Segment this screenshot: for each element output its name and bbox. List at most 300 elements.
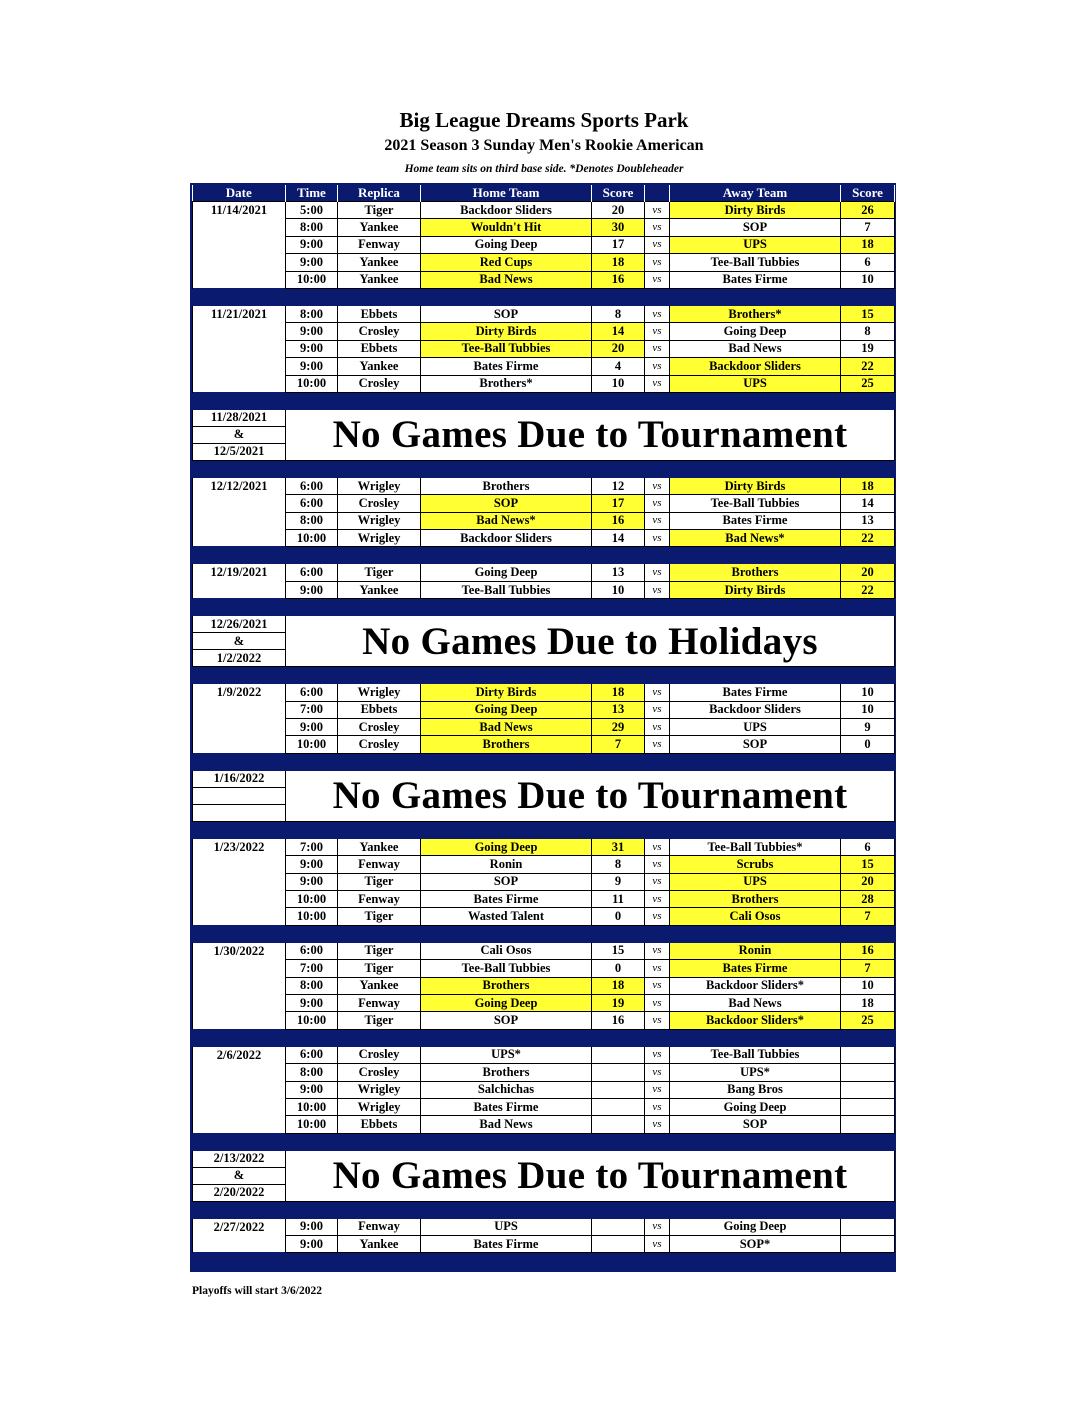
game-field: Ebbets — [338, 340, 421, 357]
home-score: 4 — [592, 358, 645, 375]
separator-cell — [338, 821, 421, 838]
game-row — [193, 736, 895, 753]
separator-cell — [670, 392, 841, 409]
separator-cell — [421, 392, 592, 409]
home-team: Going Deep — [421, 994, 592, 1011]
away-team: Bates Firme — [670, 960, 841, 977]
game-time: 8:00 — [286, 305, 338, 322]
vs-label: vs — [645, 719, 670, 736]
away-team: Dirty Birds — [670, 477, 841, 494]
separator-cell — [286, 460, 338, 477]
no-games-message: No Games Due to Holidays — [286, 616, 895, 667]
separator-row — [193, 753, 895, 770]
home-team: Dirty Birds — [421, 684, 592, 701]
game-time: 8:00 — [286, 977, 338, 994]
game-row — [193, 236, 895, 253]
separator-cell — [670, 925, 841, 942]
separator-cell — [193, 392, 286, 409]
home-team: Going Deep — [421, 701, 592, 718]
no-games-date: & — [193, 1167, 286, 1184]
date-cell-empty — [193, 1064, 286, 1081]
game-field: Ebbets — [338, 1116, 421, 1133]
header-replica: Replica — [338, 185, 421, 202]
vs-label: vs — [645, 701, 670, 718]
away-team: Going Deep — [670, 323, 841, 340]
game-time: 6:00 — [286, 564, 338, 581]
date-cell-empty — [193, 908, 286, 925]
separator-cell — [841, 1029, 895, 1046]
game-time: 5:00 — [286, 202, 338, 219]
away-score: 0 — [841, 736, 895, 753]
game-field: Yankee — [338, 581, 421, 598]
away-team: Bad News — [670, 994, 841, 1011]
game-time: 10:00 — [286, 736, 338, 753]
vs-label: vs — [645, 219, 670, 236]
separator-cell — [338, 288, 421, 305]
game-time: 9:00 — [286, 1081, 338, 1098]
away-team: Tee-Ball Tubbies — [670, 254, 841, 271]
vs-label: vs — [645, 736, 670, 753]
game-row — [193, 564, 895, 581]
away-team: Brothers — [670, 564, 841, 581]
game-row — [193, 1236, 895, 1253]
separator-cell — [421, 821, 592, 838]
away-team: SOP — [670, 736, 841, 753]
separator-row — [193, 599, 895, 616]
separator-cell — [286, 925, 338, 942]
home-score: 7 — [592, 736, 645, 753]
away-score: 18 — [841, 236, 895, 253]
separator-cell — [338, 1201, 421, 1218]
separator-cell — [193, 547, 286, 564]
separator-cell — [670, 1133, 841, 1150]
game-row — [193, 890, 895, 907]
away-team: Backdoor Sliders — [670, 358, 841, 375]
separator-row — [193, 392, 895, 409]
away-score: 22 — [841, 358, 895, 375]
game-time: 7:00 — [286, 838, 338, 855]
separator-cell — [286, 288, 338, 305]
home-team: UPS* — [421, 1046, 592, 1063]
game-time: 8:00 — [286, 219, 338, 236]
no-games-row — [193, 770, 895, 787]
game-row — [193, 873, 895, 890]
home-team: Bates Firme — [421, 1236, 592, 1253]
date-cell-empty — [193, 856, 286, 873]
home-team: Bad News — [421, 1116, 592, 1133]
game-row — [193, 271, 895, 288]
separator-cell — [645, 599, 670, 616]
away-score: 15 — [841, 856, 895, 873]
game-time: 9:00 — [286, 1236, 338, 1253]
game-row — [193, 1046, 895, 1063]
date-cell-empty — [193, 236, 286, 253]
separator-cell — [286, 821, 338, 838]
game-field: Fenway — [338, 890, 421, 907]
game-date: 1/30/2022 — [193, 942, 286, 959]
home-score: 12 — [592, 477, 645, 494]
home-team: Tee-Ball Tubbies — [421, 960, 592, 977]
date-cell-empty — [193, 219, 286, 236]
date-cell-empty — [193, 1236, 286, 1253]
home-score: 8 — [592, 856, 645, 873]
separator-cell — [193, 460, 286, 477]
no-games-date: 2/20/2022 — [193, 1184, 286, 1201]
game-row — [193, 719, 895, 736]
game-row — [193, 838, 895, 855]
home-score — [592, 1046, 645, 1063]
date-cell-empty — [193, 254, 286, 271]
away-score — [841, 1098, 895, 1115]
game-time: 9:00 — [286, 994, 338, 1011]
no-games-date: 12/26/2021 — [193, 616, 286, 633]
home-score: 14 — [592, 530, 645, 547]
no-games-row — [193, 1150, 895, 1167]
separator-cell — [286, 547, 338, 564]
separator-cell — [645, 821, 670, 838]
game-time: 9:00 — [286, 236, 338, 253]
schedule-body — [193, 202, 895, 1270]
home-team: Brothers — [421, 477, 592, 494]
game-field: Yankee — [338, 977, 421, 994]
vs-label: vs — [645, 890, 670, 907]
header-time: Time — [286, 185, 338, 202]
away-team: Bates Firme — [670, 684, 841, 701]
home-score: 8 — [592, 305, 645, 322]
separator-cell — [193, 667, 286, 684]
separator-cell — [421, 460, 592, 477]
separator-cell — [670, 460, 841, 477]
schedule-table — [190, 183, 896, 1272]
separator-cell — [592, 1029, 645, 1046]
game-time: 10:00 — [286, 375, 338, 392]
separator-cell — [286, 1253, 338, 1270]
game-row — [193, 856, 895, 873]
game-time: 6:00 — [286, 477, 338, 494]
no-games-date — [193, 787, 286, 804]
separator-cell — [286, 599, 338, 616]
home-score: 17 — [592, 236, 645, 253]
separator-cell — [592, 460, 645, 477]
game-field: Wrigley — [338, 530, 421, 547]
game-time: 6:00 — [286, 684, 338, 701]
date-cell-empty — [193, 375, 286, 392]
away-score: 7 — [841, 960, 895, 977]
game-date: 1/9/2022 — [193, 684, 286, 701]
game-field: Tiger — [338, 960, 421, 977]
away-score: 18 — [841, 994, 895, 1011]
separator-row — [193, 547, 895, 564]
game-row — [193, 512, 895, 529]
home-team: Brothers* — [421, 375, 592, 392]
game-date: 1/23/2022 — [193, 838, 286, 855]
separator-cell — [592, 599, 645, 616]
game-time: 9:00 — [286, 323, 338, 340]
away-score — [841, 1046, 895, 1063]
separator-cell — [338, 599, 421, 616]
home-score: 9 — [592, 873, 645, 890]
separator-cell — [841, 1253, 895, 1270]
home-score: 14 — [592, 323, 645, 340]
home-team: Tee-Ball Tubbies — [421, 340, 592, 357]
away-team: Tee-Ball Tubbies* — [670, 838, 841, 855]
vs-label: vs — [645, 202, 670, 219]
home-score: 18 — [592, 977, 645, 994]
game-time: 10:00 — [286, 908, 338, 925]
vs-label: vs — [645, 977, 670, 994]
away-score: 6 — [841, 254, 895, 271]
separator-cell — [645, 753, 670, 770]
away-score: 25 — [841, 1012, 895, 1029]
separator-cell — [421, 1133, 592, 1150]
separator-cell — [592, 547, 645, 564]
separator-cell — [286, 1029, 338, 1046]
no-games-date: 1/2/2022 — [193, 650, 286, 667]
home-team: Bates Firme — [421, 890, 592, 907]
vs-label: vs — [645, 323, 670, 340]
separator-cell — [645, 288, 670, 305]
header-home-team: Home Team — [421, 185, 592, 202]
away-team: Dirty Birds — [670, 202, 841, 219]
separator-cell — [670, 599, 841, 616]
game-row — [193, 305, 895, 322]
home-team: SOP — [421, 873, 592, 890]
away-team: Cali Osos — [670, 908, 841, 925]
game-field: Yankee — [338, 358, 421, 375]
separator-cell — [645, 392, 670, 409]
date-cell-empty — [193, 1081, 286, 1098]
game-time: 9:00 — [286, 873, 338, 890]
away-team: UPS — [670, 375, 841, 392]
separator-cell — [592, 753, 645, 770]
separator-cell — [286, 1133, 338, 1150]
game-row — [193, 581, 895, 598]
game-time: 6:00 — [286, 1046, 338, 1063]
vs-label: vs — [645, 1081, 670, 1098]
game-field: Yankee — [338, 1236, 421, 1253]
separator-cell — [421, 753, 592, 770]
separator-cell — [338, 1133, 421, 1150]
game-row — [193, 219, 895, 236]
home-team: Brothers — [421, 736, 592, 753]
vs-label: vs — [645, 1236, 670, 1253]
home-score: 0 — [592, 960, 645, 977]
separator-row — [193, 667, 895, 684]
separator-cell — [645, 460, 670, 477]
away-score: 22 — [841, 530, 895, 547]
away-team: UPS* — [670, 1064, 841, 1081]
separator-cell — [193, 925, 286, 942]
game-row — [193, 1064, 895, 1081]
separator-cell — [338, 547, 421, 564]
separator-cell — [338, 925, 421, 942]
away-team: Bad News* — [670, 530, 841, 547]
game-field: Crosley — [338, 1064, 421, 1081]
game-time: 8:00 — [286, 1064, 338, 1081]
away-team: Brothers — [670, 890, 841, 907]
away-team: UPS — [670, 719, 841, 736]
game-time: 10:00 — [286, 1012, 338, 1029]
separator-cell — [670, 1029, 841, 1046]
game-row — [193, 530, 895, 547]
game-field: Yankee — [338, 254, 421, 271]
game-time: 9:00 — [286, 719, 338, 736]
game-field: Yankee — [338, 219, 421, 236]
away-score: 8 — [841, 323, 895, 340]
game-row — [193, 942, 895, 959]
separator-cell — [193, 1133, 286, 1150]
away-team: Tee-Ball Tubbies — [670, 495, 841, 512]
vs-label: vs — [645, 908, 670, 925]
separator-cell — [193, 821, 286, 838]
game-field: Crosley — [338, 736, 421, 753]
home-score: 16 — [592, 1012, 645, 1029]
vs-label: vs — [645, 1116, 670, 1133]
date-cell-empty — [193, 960, 286, 977]
header-home-score: Score — [592, 185, 645, 202]
game-field: Fenway — [338, 856, 421, 873]
home-score — [592, 1236, 645, 1253]
date-cell-empty — [193, 977, 286, 994]
home-score: 11 — [592, 890, 645, 907]
home-score: 19 — [592, 994, 645, 1011]
vs-label: vs — [645, 856, 670, 873]
game-row — [193, 701, 895, 718]
separator-cell — [841, 392, 895, 409]
vs-label: vs — [645, 271, 670, 288]
separator-cell — [421, 925, 592, 942]
vs-label: vs — [645, 684, 670, 701]
separator-cell — [592, 667, 645, 684]
date-cell-empty — [193, 719, 286, 736]
game-field: Fenway — [338, 236, 421, 253]
home-score: 30 — [592, 219, 645, 236]
separator-cell — [286, 392, 338, 409]
game-date: 12/19/2021 — [193, 564, 286, 581]
date-cell-empty — [193, 512, 286, 529]
game-row — [193, 477, 895, 494]
game-time: 8:00 — [286, 512, 338, 529]
away-score: 19 — [841, 340, 895, 357]
header-date: Date — [193, 185, 286, 202]
separator-cell — [670, 288, 841, 305]
away-score: 25 — [841, 375, 895, 392]
home-score: 10 — [592, 581, 645, 598]
away-team: SOP — [670, 1116, 841, 1133]
vs-label: vs — [645, 1098, 670, 1115]
home-team: Wasted Talent — [421, 908, 592, 925]
away-team: Scrubs — [670, 856, 841, 873]
game-row — [193, 684, 895, 701]
page-title: Big League Dreams Sports Park — [399, 108, 689, 132]
game-field: Wrigley — [338, 684, 421, 701]
vs-label: vs — [645, 236, 670, 253]
away-score — [841, 1116, 895, 1133]
separator-cell — [592, 392, 645, 409]
vs-label: vs — [645, 495, 670, 512]
date-cell-empty — [193, 873, 286, 890]
home-team: UPS — [421, 1218, 592, 1235]
game-row — [193, 340, 895, 357]
away-score: 16 — [841, 942, 895, 959]
home-score — [592, 1098, 645, 1115]
game-row — [193, 1116, 895, 1133]
home-team: SOP — [421, 1012, 592, 1029]
game-time: 7:00 — [286, 960, 338, 977]
away-team: Brothers* — [670, 305, 841, 322]
away-score: 14 — [841, 495, 895, 512]
vs-label: vs — [645, 477, 670, 494]
game-time: 6:00 — [286, 942, 338, 959]
separator-row — [193, 288, 895, 305]
separator-cell — [841, 1133, 895, 1150]
home-team: Bates Firme — [421, 1098, 592, 1115]
separator-cell — [841, 599, 895, 616]
no-games-row — [193, 409, 895, 426]
separator-cell — [645, 1201, 670, 1218]
home-score: 31 — [592, 838, 645, 855]
separator-cell — [841, 460, 895, 477]
separator-cell — [338, 460, 421, 477]
separator-row — [193, 460, 895, 477]
away-team: Bates Firme — [670, 271, 841, 288]
game-date: 11/14/2021 — [193, 202, 286, 219]
game-row — [193, 994, 895, 1011]
home-team: Salchichas — [421, 1081, 592, 1098]
separator-cell — [193, 1201, 286, 1218]
date-cell-empty — [193, 530, 286, 547]
game-time: 9:00 — [286, 1218, 338, 1235]
vs-label: vs — [645, 375, 670, 392]
game-time: 10:00 — [286, 1098, 338, 1115]
separator-cell — [421, 599, 592, 616]
separator-cell — [338, 667, 421, 684]
home-score: 29 — [592, 719, 645, 736]
home-team: Backdoor Sliders — [421, 202, 592, 219]
game-field: Crosley — [338, 323, 421, 340]
game-time: 9:00 — [286, 581, 338, 598]
game-row — [193, 1012, 895, 1029]
separator-cell — [421, 1029, 592, 1046]
separator-row — [193, 821, 895, 838]
home-score: 16 — [592, 271, 645, 288]
home-score: 16 — [592, 512, 645, 529]
footer-note: Playoffs will start 3/6/2022 — [192, 1285, 322, 1297]
away-score: 10 — [841, 701, 895, 718]
game-field: Tiger — [338, 873, 421, 890]
home-score — [592, 1064, 645, 1081]
date-cell-empty — [193, 890, 286, 907]
away-score: 10 — [841, 977, 895, 994]
separator-cell — [670, 821, 841, 838]
separator-cell — [286, 1201, 338, 1218]
away-score: 10 — [841, 271, 895, 288]
no-games-date — [193, 804, 286, 821]
home-score — [592, 1218, 645, 1235]
vs-label: vs — [645, 512, 670, 529]
schedule-note: Home team sits on third base side. *Denotes Doubleheader — [404, 163, 684, 175]
game-field: Fenway — [338, 994, 421, 1011]
separator-cell — [338, 753, 421, 770]
separator-cell — [592, 821, 645, 838]
home-team: SOP — [421, 495, 592, 512]
game-field: Tiger — [338, 942, 421, 959]
home-score: 17 — [592, 495, 645, 512]
game-date: 2/27/2022 — [193, 1218, 286, 1235]
separator-cell — [193, 1029, 286, 1046]
away-score: 13 — [841, 512, 895, 529]
vs-label: vs — [645, 305, 670, 322]
